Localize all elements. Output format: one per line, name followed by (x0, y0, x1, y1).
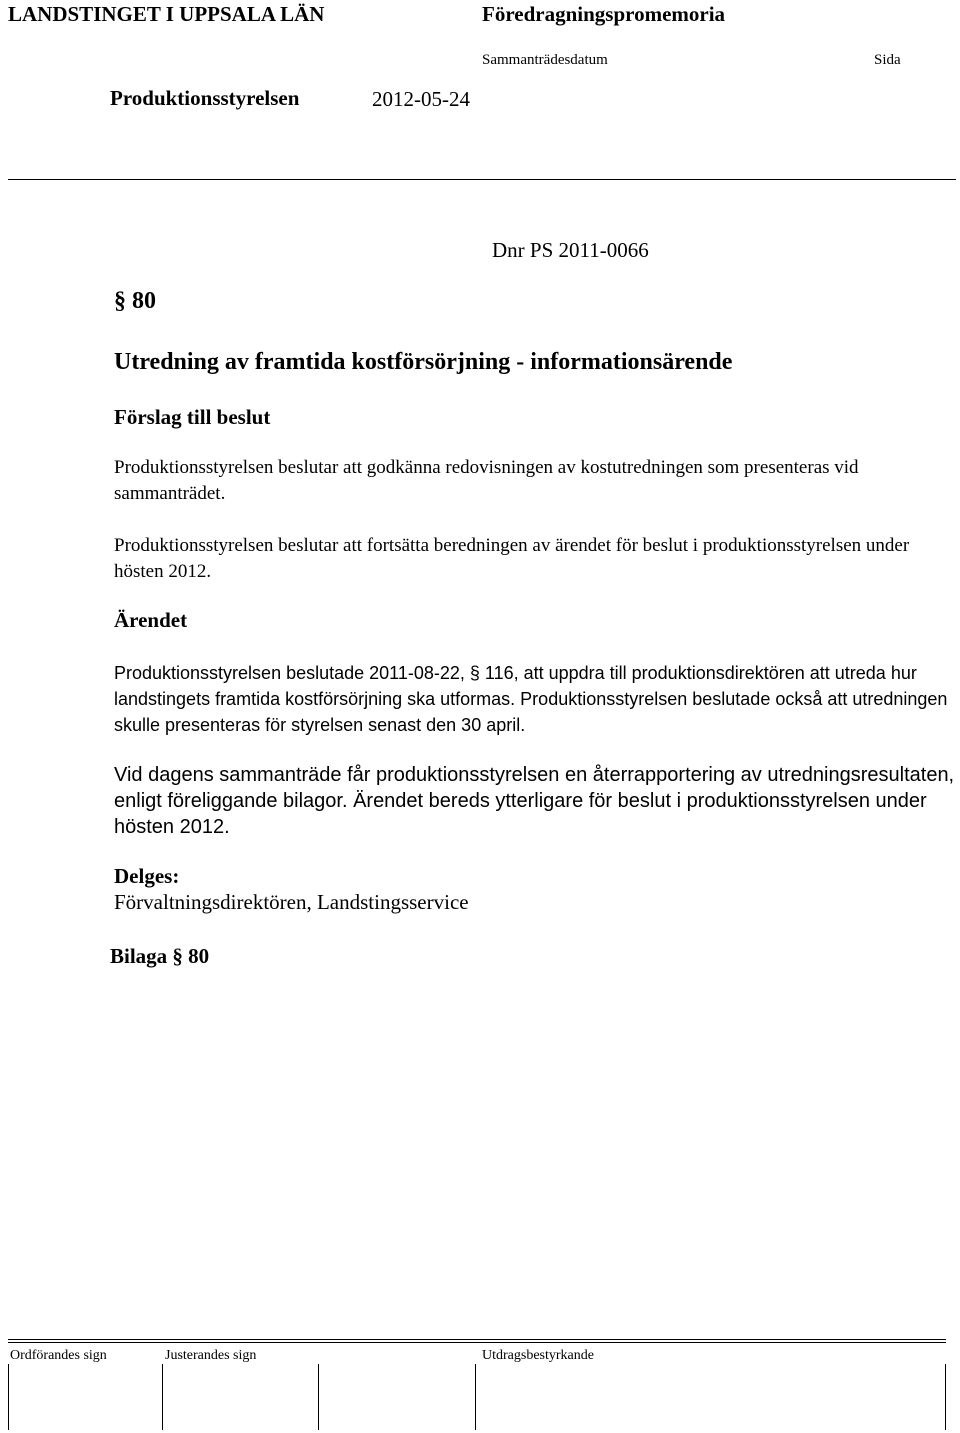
distribution-heading: Delges: (114, 864, 180, 888)
signature-divider-3 (318, 1364, 319, 1430)
meeting-date-label: Sammanträdesdatum (482, 52, 608, 68)
paragraph-number: § 80 (114, 288, 156, 314)
signature-divider-2 (162, 1364, 163, 1430)
signature-top-rule (8, 1339, 946, 1340)
organization-name: LANDSTINGET I UPPSALA LÄN (8, 2, 325, 26)
signature-divider-4 (475, 1364, 476, 1430)
adjuster-sign-label: Justerandes sign (165, 1348, 257, 1363)
signature-top-rule-2 (8, 1342, 946, 1343)
proposal-heading: Förslag till beslut (114, 405, 271, 429)
header-divider (8, 179, 956, 180)
case-number: Dnr PS 2011-0066 (492, 238, 649, 262)
excerpt-certified-label: Utdragsbestyrkande (482, 1348, 594, 1363)
chair-sign-label: Ordförandes sign (10, 1348, 107, 1363)
document-type: Föredragningspromemoria (482, 2, 726, 26)
board-name: Produktionsstyrelsen (110, 86, 300, 110)
attachment-reference: Bilaga § 80 (110, 944, 210, 968)
matter-heading: Ärendet (114, 608, 188, 632)
signature-divider-1 (8, 1364, 9, 1430)
meeting-date: 2012-05-24 (372, 87, 470, 111)
matter-paragraph-1: Produktionsstyrelsen beslutade 2011-08-22, § 116, att uppdra till produktionsdirektören att utreda hur landstingets framtida kostförsörjning ska utformas. Produktionsstyrelsen beslutade också att utredningen skulle presenteras för styrelsen senast den 30 april. (114, 663, 948, 735)
matter-paragraph-2: Vid dagens sammanträde får produktionsstyrelsen en återrapportering av utredningsresultaten, enligt föreliggande bilagor. Ärendet bereds ytterligare för beslut i produktionsstyrelsen under hösten 2012. (114, 764, 955, 838)
proposal-item-2: Produktionsstyrelsen beslutar att fortsätta beredningen av ärendet för beslut i produktionsstyrelsen under hösten 2012. (114, 535, 910, 582)
proposal-item-1: Produktionsstyrelsen beslutar att godkänna redovisningen av kostutredningen som presenteras vid sammanträdet. (114, 457, 859, 504)
case-title: Utredning av framtida kostförsörjning - informationsärende (114, 349, 733, 375)
signature-divider-5 (945, 1364, 946, 1430)
page-label: Sida (874, 52, 901, 68)
distribution-recipients: Förvaltningsdirektören, Landstingsservice (114, 890, 469, 914)
